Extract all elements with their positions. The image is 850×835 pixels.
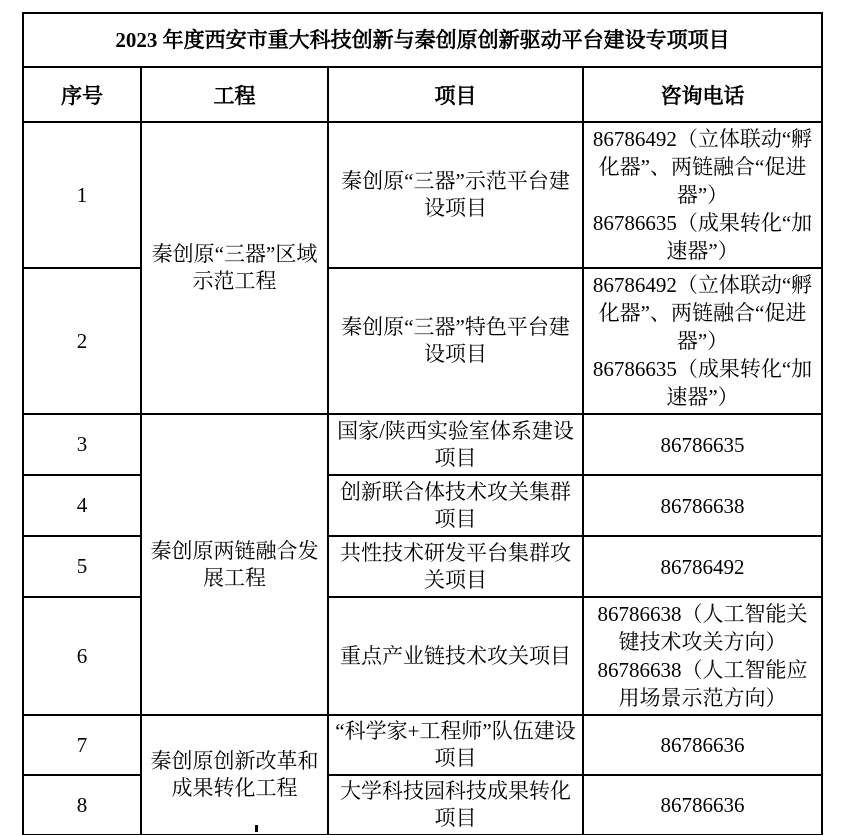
phone-cell: [583, 536, 822, 597]
engineering-group-cell: 秦创原“三器”区域示范工程: [141, 122, 328, 414]
project-cell: 国家/陕西实验室体系建设项目: [328, 414, 583, 475]
column-header-no: 序号: [23, 67, 141, 122]
table-row: [23, 414, 822, 475]
project-table: [22, 12, 823, 835]
project-cell: “科学家+工程师”队伍建设项目: [328, 715, 583, 775]
phone-entry: 86786638: [660, 493, 745, 518]
phone-cell: [583, 475, 822, 536]
phone-cell: [583, 775, 822, 835]
table-title-row: [23, 13, 822, 67]
project-cell: 大学科技园科技成果转化项目: [328, 775, 583, 835]
row-number: 7: [23, 715, 141, 775]
row-number: 6: [23, 597, 141, 715]
table-title: 2023 年度西安市重大科技创新与秦创原创新驱动平台建设专项项目: [23, 13, 822, 67]
project-cell: 创新联合体技术攻关集群项目: [328, 475, 583, 536]
phone-entry: 86786492（立体联动“孵化器”、两链融合“促进器”）: [592, 273, 813, 353]
project-cell: 秦创原“三器”示范平台建设项目: [328, 122, 583, 268]
phone-entry: 86786636: [660, 793, 745, 817]
phone-entry: 86786636: [660, 733, 745, 757]
phone-entry: 86786492（立体联动“孵化器”、两链融合“促进器”）: [592, 127, 813, 207]
engineering-group-cell: 秦创原创新改革和成果转化工程: [141, 715, 328, 835]
phone-entry: 86786638（人工智能关键技术攻关方向）: [597, 602, 808, 654]
row-number: 1: [23, 122, 141, 268]
phone-cell: [583, 122, 822, 268]
phone-entry: 86786635（成果转化“加速器”）: [592, 211, 813, 263]
phone-cell: [583, 268, 822, 414]
project-cell: 重点产业链技术攻关项目: [328, 597, 583, 715]
phone-entry: 86786638（人工智能应用场景示范方向）: [597, 658, 808, 710]
row-number: 3: [23, 414, 141, 475]
row-number: 8: [23, 775, 141, 835]
table-row: [23, 122, 822, 268]
phone-cell: [583, 597, 822, 715]
table-row: [23, 715, 822, 775]
column-header-engineering: 工程: [141, 67, 328, 122]
table-header-row: [23, 67, 822, 122]
engineering-group-cell: 秦创原两链融合发展工程: [141, 414, 328, 715]
phone-cell: [583, 414, 822, 475]
row-number: 4: [23, 475, 141, 536]
project-cell: 共性技术研发平台集群攻关项目: [328, 536, 583, 597]
text-cursor-mark: [255, 825, 258, 832]
row-number: 5: [23, 536, 141, 597]
column-header-phone: 咨询电话: [583, 67, 822, 122]
phone-entry: 86786635（成果转化“加速器”）: [592, 357, 813, 409]
column-header-project: 项目: [328, 67, 583, 122]
project-cell: 秦创原“三器”特色平台建设项目: [328, 268, 583, 414]
phone-entry: 86786635: [660, 432, 745, 457]
phone-entry: 86786492: [660, 554, 745, 579]
phone-cell: [583, 715, 822, 775]
row-number: 2: [23, 268, 141, 414]
